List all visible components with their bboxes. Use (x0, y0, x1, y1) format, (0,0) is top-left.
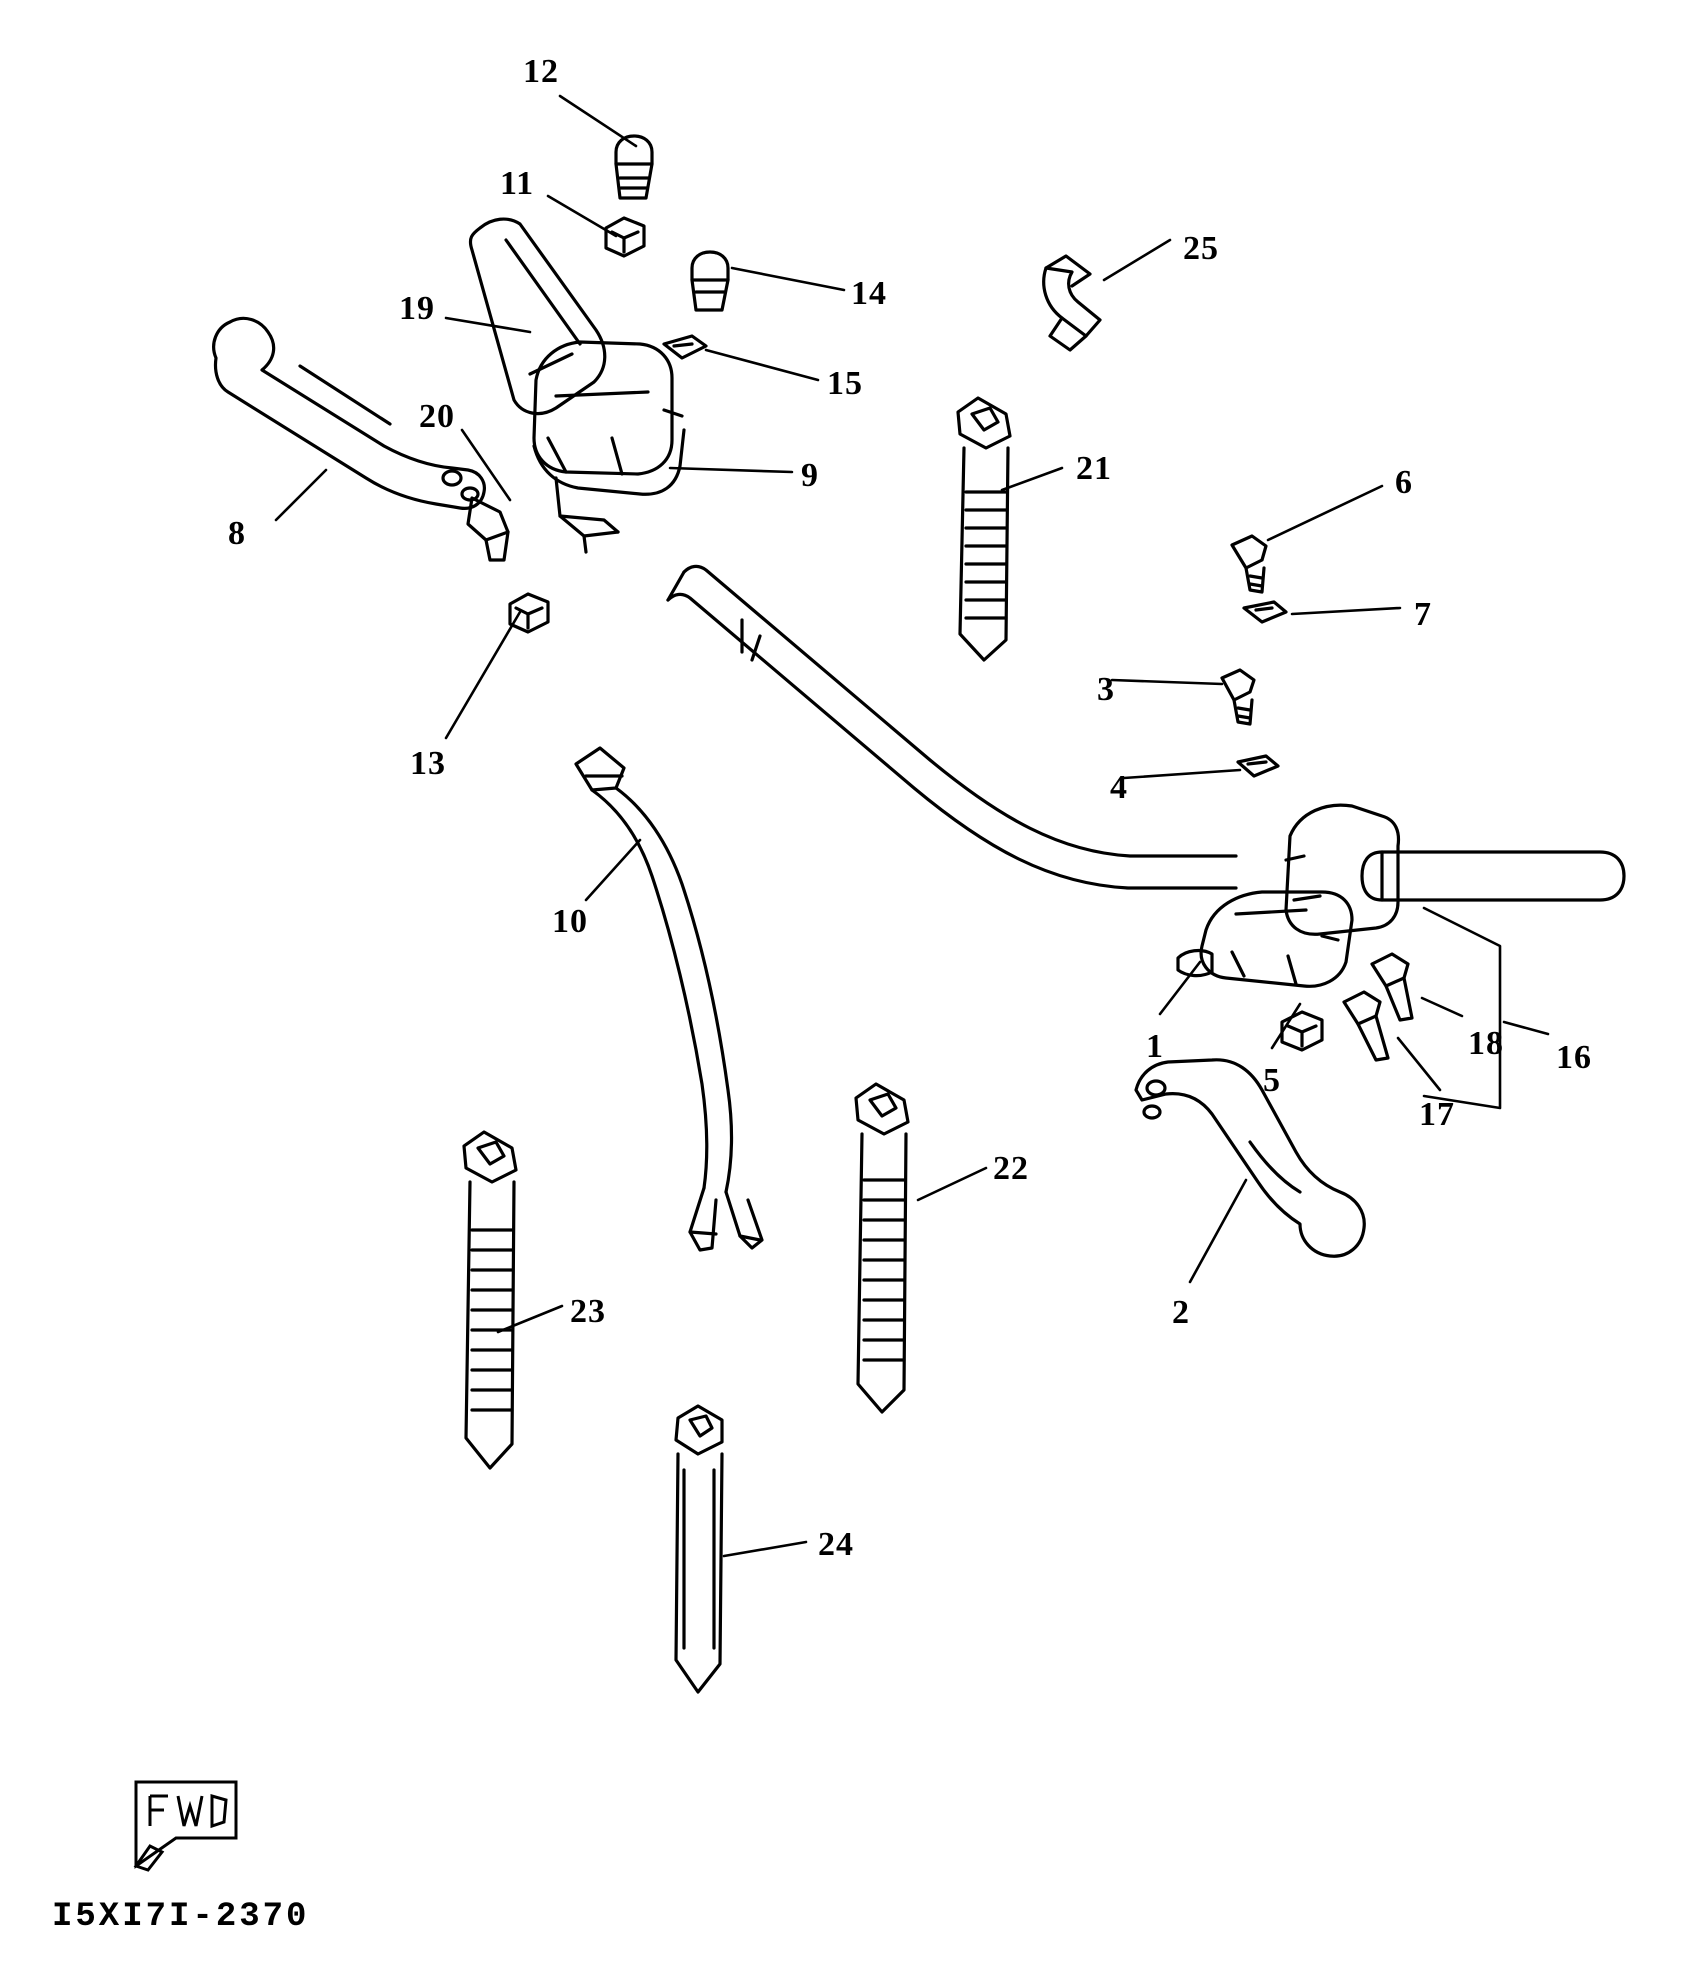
callout-24: 24 (818, 1526, 854, 1563)
fwd-marker-graphic (136, 1782, 236, 1870)
washer-7 (1244, 602, 1286, 622)
callout-10: 10 (552, 903, 588, 940)
callout-6: 6 (1395, 464, 1413, 501)
nut-13 (510, 594, 548, 632)
washer-15 (664, 336, 706, 358)
screw-21 (958, 398, 1010, 660)
left-switch-housing (468, 219, 684, 560)
bolt-6 (1232, 536, 1266, 592)
cable-10 (576, 748, 762, 1250)
callout-17: 17 (1419, 1096, 1455, 1133)
callout-19: 19 (399, 290, 435, 327)
screw-17 (1344, 992, 1388, 1060)
right-brake-lever (1136, 1060, 1364, 1256)
bolt-3 (1222, 670, 1254, 724)
screw-23 (464, 1132, 516, 1468)
callout-23: 23 (570, 1293, 606, 1330)
callout-4: 4 (1110, 769, 1128, 806)
callout-2: 2 (1172, 1294, 1190, 1331)
screw-22 (856, 1084, 908, 1412)
callout-13: 13 (410, 745, 446, 782)
callout-11: 11 (500, 165, 535, 202)
callout-18: 18 (1468, 1025, 1504, 1062)
callout-25: 25 (1183, 230, 1219, 267)
callout-16: 16 (1556, 1039, 1592, 1076)
callout-21: 21 (1076, 450, 1112, 487)
callout-14: 14 (851, 275, 887, 312)
diagram-part-number: I5XI7I-2370 (52, 1898, 310, 1936)
washer-4 (1238, 756, 1278, 776)
callout-5: 5 (1263, 1062, 1281, 1099)
clip-25 (1044, 256, 1100, 350)
callout-1: 1 (1146, 1028, 1164, 1065)
nut-11 (606, 218, 644, 256)
callout-7: 7 (1414, 596, 1432, 633)
callout-20: 20 (419, 398, 455, 435)
bolt-14 (692, 252, 728, 310)
bracket-16-lines (1424, 908, 1500, 1108)
screw-24 (676, 1406, 722, 1692)
nut-5 (1282, 1012, 1322, 1050)
callout-15: 15 (827, 365, 863, 402)
callout-8: 8 (228, 515, 246, 552)
handlebar-tube (668, 566, 1236, 888)
callout-9: 9 (801, 457, 819, 494)
callout-12: 12 (523, 53, 559, 90)
callout-3: 3 (1097, 671, 1115, 708)
callout-22: 22 (993, 1150, 1029, 1187)
